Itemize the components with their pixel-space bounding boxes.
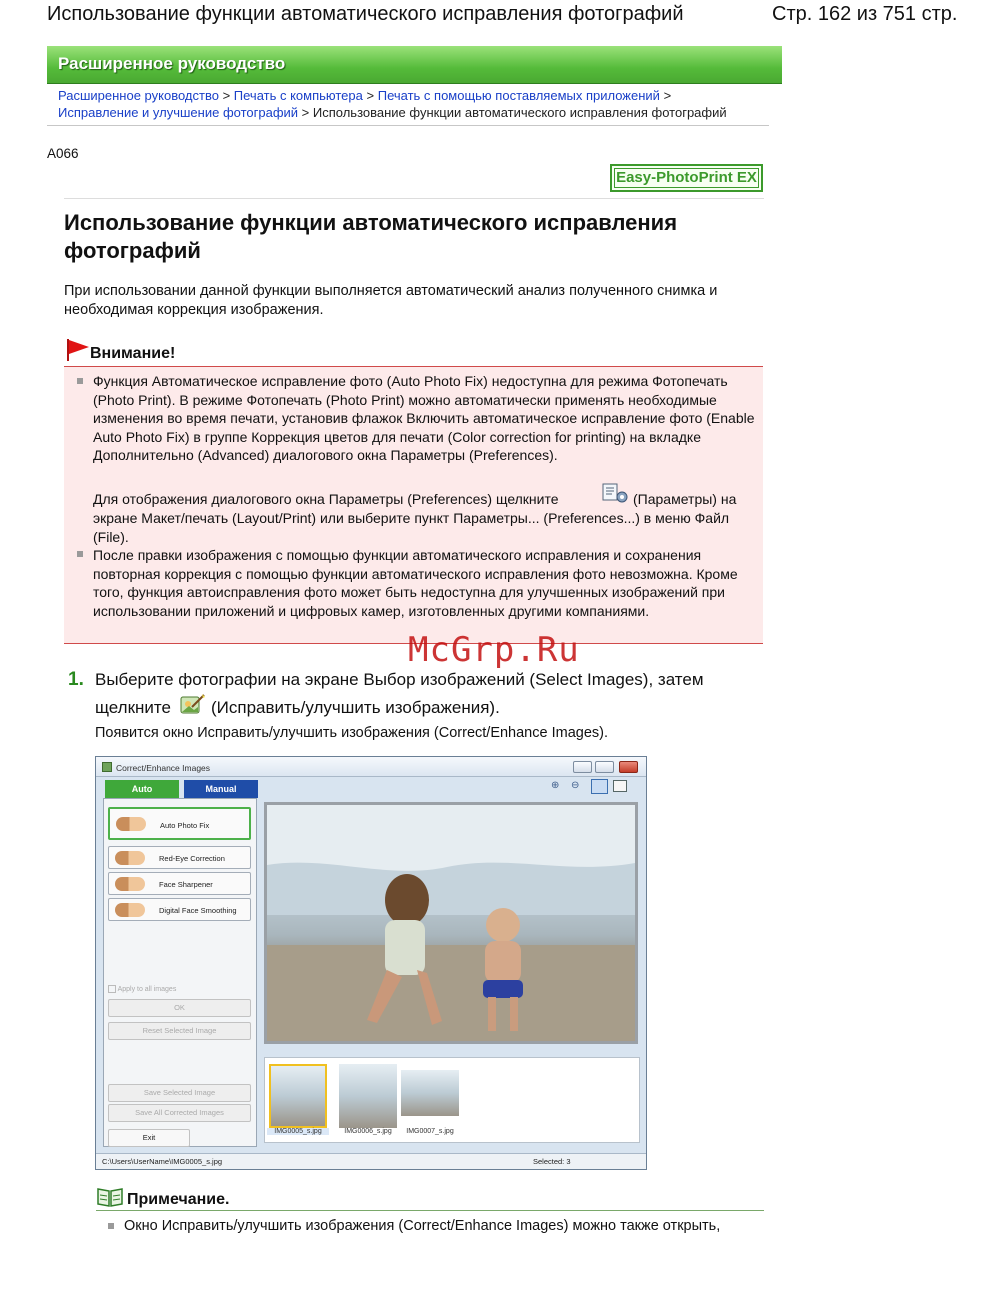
- page-counter: Стр. 162 из 751 стр.: [772, 3, 958, 25]
- apply-all-checkbox[interactable]: [108, 985, 176, 993]
- face-smoothing-icon: [115, 903, 145, 917]
- breadcrumb-separator: >: [366, 88, 375, 103]
- auto-photo-fix-label: Auto Photo Fix: [160, 821, 210, 830]
- document-code: A066: [47, 146, 79, 161]
- attention-item-1-extra-a: Для отображения диалогового окна Параметры (Preferences) щелкните: [93, 491, 559, 507]
- section-band: [47, 46, 782, 84]
- save-selected-image-button[interactable]: Save Selected Image: [108, 1084, 251, 1102]
- step-1-result: Появится окно Исправить/улучшить изображения (Correct/Enhance Images).: [95, 725, 608, 741]
- thumbnail-3[interactable]: [401, 1070, 459, 1116]
- apply-all-label: Apply to all images: [117, 985, 177, 993]
- book-icon: [97, 1187, 123, 1207]
- thumbnail-2-label: IMG0006_s.jpg: [344, 1128, 392, 1135]
- preview-photo: [264, 802, 638, 1044]
- thumbnail-2[interactable]: [339, 1064, 397, 1128]
- watermark: McGrp.Ru: [408, 630, 580, 670]
- breadcrumb: [58, 88, 671, 103]
- status-bar: [96, 1153, 646, 1169]
- step-1-line-2b: (Исправить/улучшить изображения).: [211, 698, 500, 717]
- auto-photo-fix-icon: [116, 817, 146, 831]
- save-all-corrected-images-button[interactable]: Save All Corrected Images: [108, 1104, 251, 1122]
- auto-photo-fix-button[interactable]: [108, 807, 251, 840]
- attention-item-2: После правки изображения с помощью функции автоматического исправления и сохранения повторная коррекция с помощью функции автоматического исправления фото невозможна. Кроме того, функция автоисправления фото может быть недоступна для улучшенных изображений при использовании приложений и цифровых камер, изготовленных другими компаниями.: [93, 547, 738, 619]
- breadcrumb-current: Использование функции автоматического исправления фотографий: [312, 105, 727, 120]
- tools-panel: [103, 798, 257, 1147]
- note-divider: [96, 1210, 764, 1211]
- thumbnail-1-label: IMG0005_s.jpg: [267, 1128, 329, 1135]
- minimize-button[interactable]: [573, 761, 592, 773]
- window-title: Correct/Enhance Images: [116, 763, 211, 773]
- intro-paragraph: При использовании данной функции выполняется автоматический анализ полученного снимка и необходимая коррекция изображения.: [64, 283, 718, 318]
- bullet: [77, 551, 83, 557]
- note-item-1: Окно Исправить/улучшить изображения (Correct/Enhance Images) можно также открыть,: [124, 1218, 721, 1234]
- breadcrumb-link-print-from-computer[interactable]: Печать с компьютера: [233, 88, 363, 103]
- tab-auto[interactable]: Auto: [105, 780, 179, 798]
- preview-photo-graphic: [267, 805, 635, 1041]
- attention-item-1: Функция Автоматическое исправление фото (Auto Photo Fix) недоступна для режима Фотопечать (Photo Print). В режиме Фотопечать (Photo Print) можно автоматически применять необходимые изменения во время печати, установив флажок Включить автоматическое исправление фото (Enable Auto Photo Fix) в группе Коррекция цветов для печати (Color correction for printing) на вкладке Дополнительно (Advanced) диалогового окна Параметры (Preferences).: [93, 373, 755, 463]
- compare-view-icon[interactable]: [613, 780, 627, 792]
- page-header-title: Использование функции автоматического исправления фотографий: [47, 3, 684, 25]
- close-button[interactable]: [619, 761, 638, 773]
- page-title: Использование функции автоматического исправления фотографий: [64, 210, 678, 263]
- breadcrumb-separator: >: [663, 88, 672, 103]
- step-number: 1.: [68, 669, 84, 690]
- correct-enhance-icon: [178, 693, 206, 717]
- maximize-button[interactable]: [595, 761, 614, 773]
- bullet: [108, 1223, 114, 1229]
- tab-manual[interactable]: Manual: [184, 780, 258, 798]
- breadcrumb-link-correct-enhance[interactable]: Исправление и улучшение фотографий: [58, 105, 299, 120]
- red-flag-icon: [66, 338, 90, 362]
- product-badge-label: Easy-PhotoPrint EX: [614, 168, 759, 188]
- face-sharpener-label: Face Sharpener: [159, 880, 213, 889]
- zoom-in-icon[interactable]: ⊕: [551, 780, 560, 791]
- thumbnail-strip: [264, 1057, 640, 1143]
- face-smoothing-label: Digital Face Smoothing: [159, 906, 237, 915]
- product-badge: [610, 164, 763, 192]
- breadcrumb-separator: >: [301, 105, 310, 120]
- window-titlebar: [96, 757, 646, 777]
- note-title: Примечание.: [127, 1191, 230, 1208]
- full-view-icon[interactable]: [591, 779, 608, 794]
- face-sharpener-icon: [115, 877, 145, 891]
- exit-button[interactable]: Exit: [108, 1129, 190, 1147]
- breadcrumb-separator: >: [222, 88, 231, 103]
- checkbox-box[interactable]: [108, 985, 116, 993]
- step-1-line-1: Выберите фотографии на экране Выбор изображений (Select Images), затем: [95, 670, 704, 689]
- ok-button[interactable]: OK: [108, 999, 251, 1017]
- correct-enhance-window-screenshot: [95, 756, 647, 1170]
- status-file-path: C:\Users\UserName\IMG0005_s.jpg: [102, 1157, 223, 1166]
- attention-item-1-extra-c: экране Макет/печать (Layout/Print) или выберите пункт Параметры... (Preferences...) в меню Файл (File).: [93, 510, 730, 545]
- attention-title: Внимание!: [90, 345, 176, 362]
- digital-face-smoothing-button[interactable]: [108, 898, 251, 921]
- face-sharpener-button[interactable]: [108, 872, 251, 895]
- breadcrumb-second-line: [58, 105, 727, 120]
- attention-item-1-extra-b: (Параметры) на: [633, 491, 737, 507]
- breadcrumb-divider: [47, 125, 769, 126]
- breadcrumb-link-bundled-apps[interactable]: Печать с помощью поставляемых приложений: [377, 88, 660, 103]
- bullet: [77, 378, 83, 384]
- section-band-title: Расширенное руководство: [58, 54, 286, 73]
- preferences-icon: [601, 482, 629, 506]
- thumbnail-3-label: IMG0007_s.jpg: [406, 1128, 454, 1135]
- app-icon: [102, 762, 112, 772]
- red-eye-label: Red-Eye Correction: [159, 854, 225, 863]
- red-eye-correction-button[interactable]: [108, 846, 251, 869]
- thumbnail-1[interactable]: [269, 1064, 327, 1128]
- red-eye-icon: [115, 851, 145, 865]
- status-selected-count: Selected: 3: [533, 1157, 571, 1166]
- step-1-line-2a: щелкните: [95, 698, 171, 717]
- heading-divider: [64, 198, 764, 199]
- breadcrumb-link-advanced-guide[interactable]: Расширенное руководство: [58, 88, 219, 103]
- zoom-out-icon[interactable]: ⊖: [571, 780, 580, 791]
- reset-selected-image-button[interactable]: Reset Selected Image: [108, 1022, 251, 1040]
